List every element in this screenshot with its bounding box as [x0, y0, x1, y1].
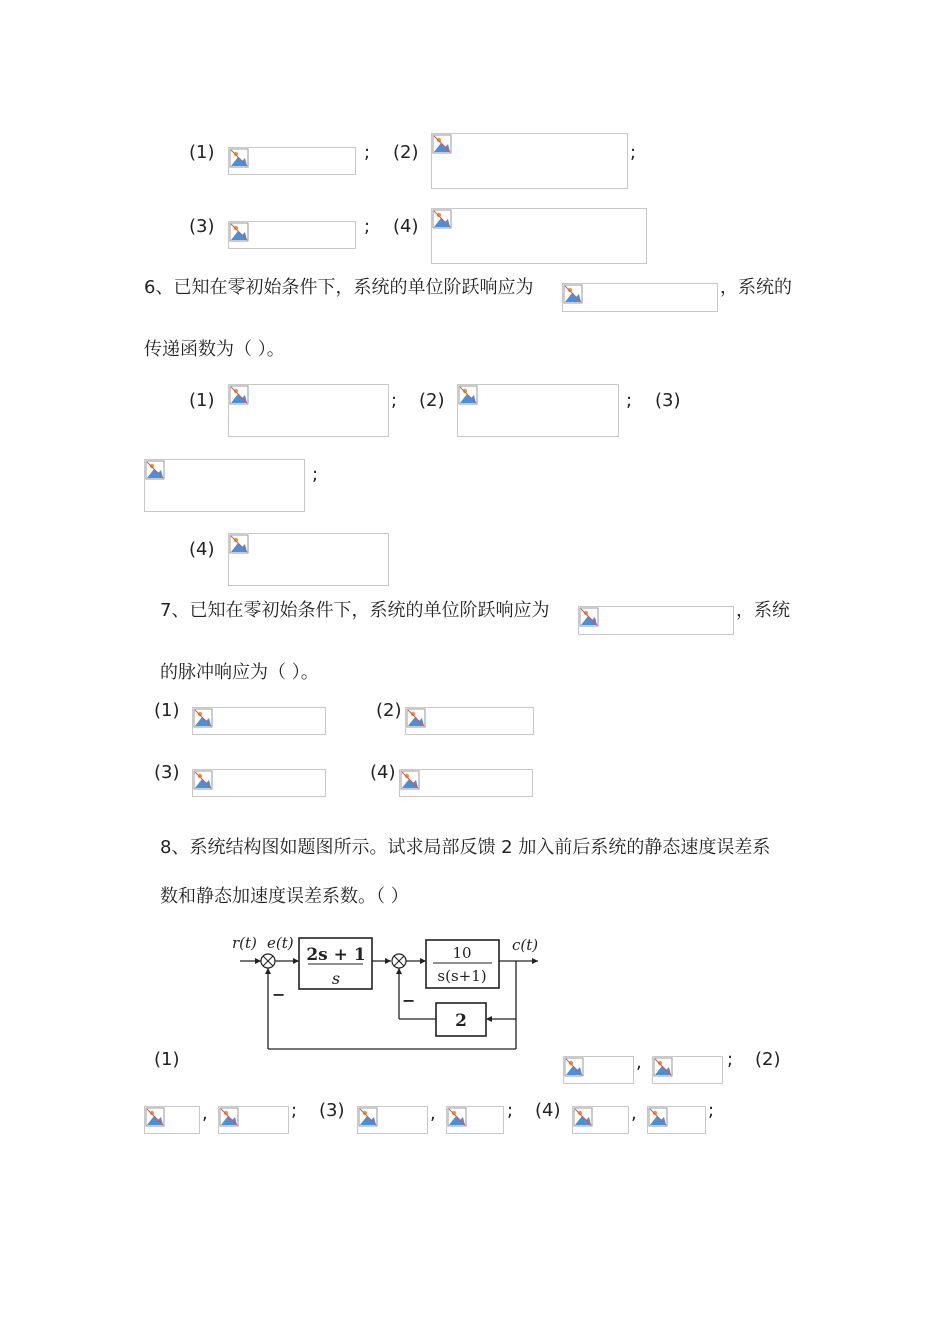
broken-image-icon [573, 1107, 593, 1127]
q8-option-3-label: (3) [319, 1100, 345, 1121]
q6-option-1-image [228, 384, 389, 437]
input-label: r(t) [232, 934, 257, 952]
q8-option-1-comma: , [636, 1052, 642, 1073]
q5-option-3-image [228, 221, 356, 249]
q6-end-3: ; [312, 464, 319, 485]
q5-end-2: ; [630, 142, 637, 163]
broken-image-icon [229, 222, 249, 242]
q8-separator-1: ; [727, 1049, 734, 1070]
q8-option-1-image-b [652, 1056, 723, 1084]
q6-step-response-image [562, 283, 718, 312]
q5-option-1-image [228, 147, 356, 175]
broken-image-icon [579, 607, 599, 627]
q6-option-4-image [228, 533, 389, 586]
q7-question-line-1-tail: ，系统 [736, 600, 790, 621]
q7-option-3-label: (3) [154, 762, 180, 783]
q7-option-1-label: (1) [154, 700, 180, 721]
broken-image-icon [563, 284, 583, 304]
q7-option-4-label: (4) [370, 762, 396, 783]
q6-question-line-2: 传递函数为（ ）。 [144, 339, 285, 360]
q8-end-4: ; [708, 1100, 715, 1121]
block-diagram [228, 928, 548, 1054]
q8-option-2-image-b [218, 1106, 289, 1134]
broken-image-icon [229, 534, 249, 554]
broken-image-icon [406, 708, 426, 728]
q5-option-2-label: (2) [393, 142, 419, 163]
broken-image-icon [432, 209, 452, 229]
q8-separator-3: ; [507, 1100, 514, 1121]
q8-option-4-image-b [647, 1106, 706, 1134]
broken-image-icon [648, 1107, 668, 1127]
broken-image-icon [145, 1107, 165, 1127]
broken-image-icon [145, 460, 165, 480]
q8-separator-2: ; [291, 1100, 298, 1121]
q8-option-2-image-a [144, 1106, 200, 1134]
summing-junction-1 [261, 954, 275, 968]
q8-option-3-comma: , [430, 1103, 436, 1124]
controller-numerator: 2s + 1 [306, 945, 366, 965]
q8-option-2-comma: , [202, 1103, 208, 1124]
output-label: c(t) [512, 936, 539, 954]
broken-image-icon [219, 1107, 239, 1127]
q5-option-4-label: (4) [393, 216, 419, 237]
q6-question-line-1: 6、已知在零初始条件下，系统的单位阶跃响应为 [144, 277, 534, 298]
minus-sign-1: − [272, 985, 286, 1004]
q7-question-line-1: 7、已知在零初始条件下，系统的单位阶跃响应为 [160, 600, 550, 621]
input-arrow-head [255, 958, 261, 964]
q8-option-4-label: (4) [535, 1100, 561, 1121]
broken-image-icon [193, 708, 213, 728]
broken-image-icon [458, 385, 478, 405]
plant-denominator: s(s+1) [437, 967, 487, 985]
broken-image-icon [358, 1107, 378, 1127]
q8-question-line-1: 8、系统结构图如题图所示。试求局部反馈 2 加入前后系统的静态速度误差系 [160, 837, 771, 858]
q7-option-3-image [192, 769, 326, 797]
error-label: e(t) [267, 934, 294, 952]
q8-option-3-image-a [357, 1106, 428, 1134]
broken-image-icon [229, 385, 249, 405]
q6-option-2-label: (2) [419, 390, 445, 411]
q7-option-1-image [192, 707, 326, 735]
q8-option-4-comma: , [631, 1103, 637, 1124]
q8-option-3-image-b [446, 1106, 504, 1134]
controller-denominator: s [331, 969, 341, 988]
q5-option-2-image [431, 133, 628, 189]
q6-option-1-label: (1) [189, 390, 215, 411]
q8-question-line-2: 数和静态加速度误差系数。（ ） [160, 886, 409, 907]
q6-option-2-image [457, 384, 619, 437]
minus-sign-2: − [402, 991, 416, 1010]
broken-image-icon [400, 770, 420, 790]
q6-separator-2: ; [626, 390, 633, 411]
broken-image-icon [564, 1057, 584, 1077]
q6-option-3-label: (3) [655, 390, 681, 411]
summing-junction-2 [392, 954, 406, 968]
q6-question-line-1-tail: ，系统的 [720, 277, 792, 298]
q6-separator-1: ; [391, 390, 398, 411]
feedback-gain: 2 [455, 1011, 467, 1031]
q6-option-3-image [144, 459, 305, 512]
broken-image-icon [229, 148, 249, 168]
q5-option-1-label: (1) [189, 142, 215, 163]
q5-option-4-image [431, 208, 647, 264]
q7-question-line-2: 的脉冲响应为（ ）。 [160, 662, 319, 683]
q8-option-4-image-a [572, 1106, 629, 1134]
q8-option-2-label: (2) [755, 1049, 781, 1070]
broken-image-icon [432, 134, 452, 154]
q6-option-4-label: (4) [189, 539, 215, 560]
broken-image-icon [653, 1057, 673, 1077]
q8-option-1-label: (1) [154, 1049, 180, 1070]
q7-option-2-image [405, 707, 534, 735]
q7-step-response-image [578, 606, 734, 635]
q5-option-3-label: (3) [189, 216, 215, 237]
broken-image-icon [447, 1107, 467, 1127]
plant-numerator: 10 [452, 944, 472, 962]
q5-separator-3: ; [364, 216, 371, 237]
q7-option-2-label: (2) [376, 700, 402, 721]
q7-option-4-image [399, 769, 533, 797]
q8-option-1-image-a [563, 1056, 634, 1084]
q5-separator-1: ; [364, 142, 371, 163]
broken-image-icon [193, 770, 213, 790]
